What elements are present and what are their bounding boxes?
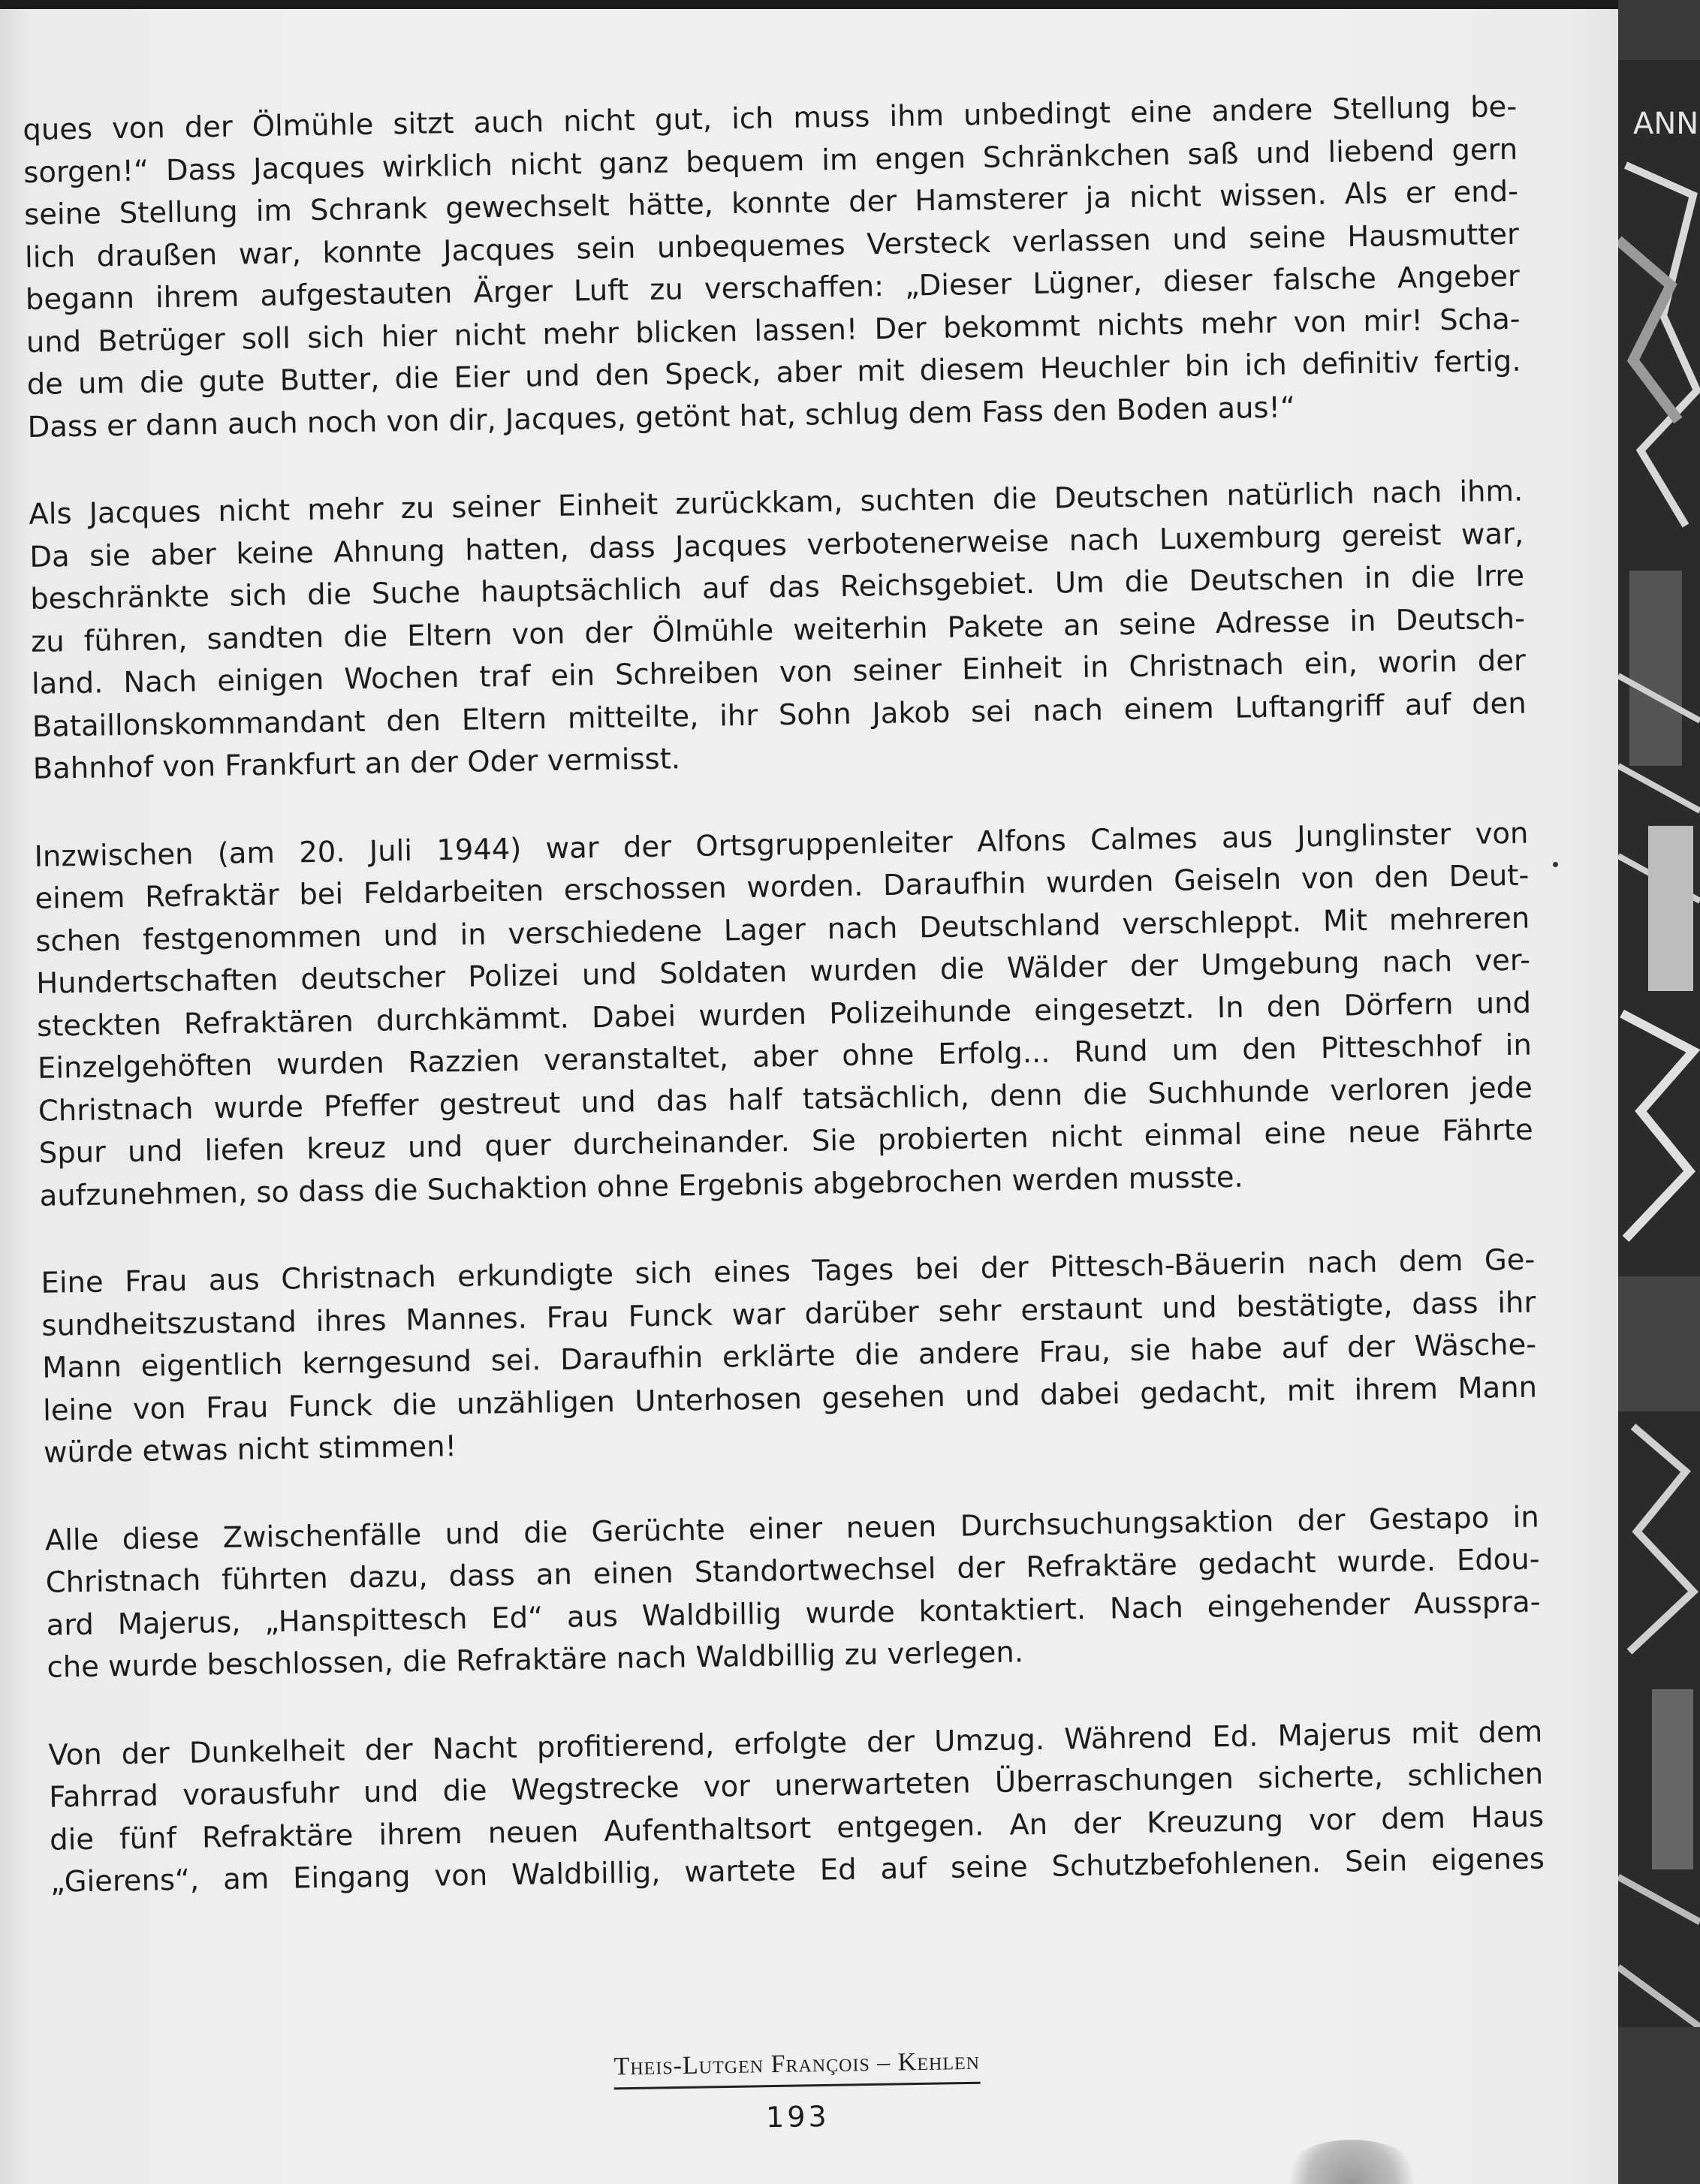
text-line: Alle diese Zwischenfälle und die Gerüchte einer neuen Durchsuchungsaktion der Gestapo in (44, 1500, 1540, 1558)
text-line: seine Stellung im Schrank gewechselt hätte, konnte der Hamsterer ja nicht wissen. Als er end- (23, 174, 1519, 232)
text-line: lich draußen war, konnte Jacques sein unbequemes Versteck verlassen und seine Hausmutter (24, 217, 1520, 275)
text-line: Inzwischen (am 20. Juli 1944) war der Ortsgruppenleiter Alfons Calmes aus Junglinster von (34, 816, 1529, 874)
stained-glass-lettering: ANN (1633, 107, 1699, 141)
text-line: zu führen, sandten die Eltern von der Ölmühle weiterhin Pakete an seine Adresse in Deutsch- (30, 601, 1526, 659)
text-line: sundheitszustand ihres Mannes. Frau Funck war darüber sehr erstaunt und bestätigte, dass ihr (41, 1285, 1536, 1343)
text-line: steckten Refraktären durchkämmt. Dabei wurden Polizeihunde eingesetzt. In den Dörfern und (36, 986, 1532, 1044)
text-line: Da sie aber keine Ahnung hatten, dass Jacques verbotenerweise nach Luxemburg gereist war, (29, 517, 1524, 574)
page-footer (538, 2046, 1057, 2137)
text-line: Bahnhof von Frankfurt an der Oder vermisst. (32, 742, 681, 786)
paragraph-2 (29, 471, 1527, 791)
text-line: de um die gute Butter, die Eier und den Speck, aber mit diesem Heuchler bin ich definitiv fertig. (26, 344, 1521, 402)
text-line: che wurde beschlossen, die Refraktäre nach Waldbillig zu verlegen. (47, 1635, 1024, 1685)
paragraph-3 (34, 812, 1534, 1218)
text-line: Von der Dunkelheit der Nacht profitierend, erfolgte der Umzug. Während Ed. Majerus mit dem (48, 1714, 1543, 1773)
text-line: Hundertschaften deutscher Polizei und Soldaten wurden die Wälder der Umgebung nach ver- (35, 943, 1531, 1001)
paragraph-5 (45, 1496, 1542, 1689)
text-line: ques von der Ölmühle sitzt auch nicht gut, ich muss ihm unbedingt eine andere Stellung be- (23, 89, 1518, 147)
text-line: und Betrüger soll sich hier nicht mehr blicken lassen! Der bekommt nichts mehr von mir! Scha- (26, 302, 1521, 360)
paragraph-1 (23, 86, 1522, 449)
text-line: Eine Frau aus Christnach erkundigte sich eines Tages bei der Pittesch-Bäuerin nach dem Ge- (41, 1243, 1536, 1300)
text-line: Dass er dann auch noch von dir, Jacques, getönt hat, schlug dem Fass den Boden aus!“ (27, 390, 1296, 444)
running-footer-title: Theis-Lutgen François – Kehlen (613, 2047, 980, 2090)
text-line: Einzelgehöften wurden Razzien veranstaltet, aber ohne Erfolg... Rund um den Pitteschhof in (37, 1028, 1533, 1086)
stained-glass-graphic (1618, 0, 1700, 2184)
text-line: einem Refraktär bei Feldarbeiten erschossen worden. Daraufhin wurden Geiseln von den Deut- (35, 858, 1530, 916)
body-text (23, 86, 1545, 1949)
text-line: Als Jacques nicht mehr zu seiner Einheit zurückkam, suchten die Deutschen natürlich nach ihm. (29, 474, 1524, 532)
text-line: beschränkte sich die Suche hauptsächlich auf das Reichsgebiet. Um die Deutschen in die Irre (29, 559, 1525, 616)
paragraph-6 (48, 1711, 1545, 1904)
text-line: begann ihrem aufgestauten Ärger Luft zu verschaffen: „Dieser Lügner, dieser falsche Angeber (25, 259, 1521, 317)
paragraph-4 (41, 1240, 1538, 1475)
text-line: land. Nach einigen Wochen traf ein Schreiben von seiner Einheit in Christnach ein, worin der (31, 643, 1527, 701)
text-line: die fünf Refraktäre ihrem neuen Aufenthaltsort entgegen. An der Kreuzung vor dem Haus (49, 1799, 1545, 1857)
text-line: Bataillonskommandant den Eltern mitteilte, ihr Sohn Jakob sei nach einem Luftangriff auf den (32, 686, 1527, 744)
text-line: schen festgenommen und in verschiedene Lager nach Deutschland verschleppt. Mit mehreren (35, 901, 1530, 959)
stained-glass-photo-edge (1618, 0, 1700, 2184)
text-line: leine von Frau Funck die unzähligen Unterhosen gesehen und dabei gedacht, mit ihrem Mann (42, 1370, 1538, 1428)
text-line: Mann eigentlich kerngesund sei. Daraufhin erklärte die andere Frau, sie habe auf der Wäsche- (41, 1327, 1537, 1385)
text-line: aufzunehmen, so dass die Suchaktion ohne Ergebnis abgebrochen werden musste. (39, 1160, 1244, 1213)
text-line: Christnach führten dazu, dass an einen Standortwechsel der Refraktäre gedacht wurde. Edou- (45, 1542, 1540, 1600)
text-line: Fahrrad vorausfuhr und die Wegstrecke vor unerwarteten Überraschungen sicherte, schlichen (48, 1757, 1544, 1815)
text-line: sorgen!“ Dass Jacques wirklich nicht ganz bequem im engen Schränkchen saß und liebend gern (23, 132, 1518, 190)
text-line: Christnach wurde Pfeffer gestreut und das half tatsächlich, denn die Suchhunde verloren jede (38, 1071, 1533, 1128)
text-line: würde etwas nicht stimmen! (43, 1429, 457, 1470)
text-line: Spur und liefen kreuz und quer durcheinander. Sie probierten nicht einmal eine neue Fährte (38, 1113, 1533, 1170)
page-number: 193 (765, 2099, 830, 2134)
margin-mark (1553, 862, 1558, 867)
text-line: ard Majerus, „Hanspittesch Ed“ aus Waldbillig wurde kontaktiert. Nach eingehender Ausspra- (46, 1584, 1541, 1643)
text-line: „Gierens“, am Eingang von Waldbillig, wartete Ed auf seine Schutzbefohlenen. Sein eigenes (50, 1842, 1545, 1899)
